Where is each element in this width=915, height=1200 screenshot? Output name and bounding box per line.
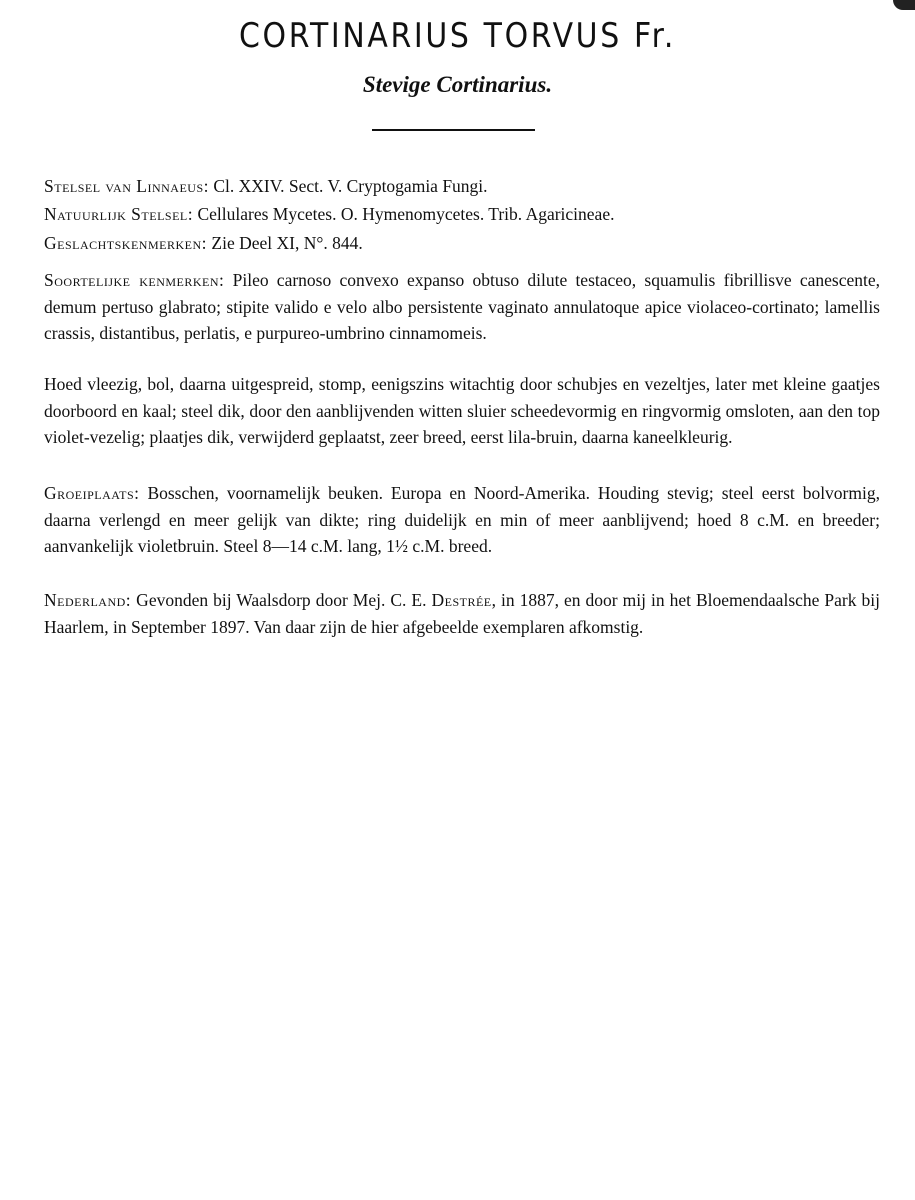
page-title: CORTINARIUS TORVUS Fr. [238, 16, 677, 56]
page-subtitle: Stevige Cortinarius. [362, 72, 553, 97]
section-label: Soortelijke kenmerken: [44, 270, 225, 290]
title-divider [372, 129, 535, 131]
section-text: Cellulares Mycetes. O. Hymenomycetes. Trib. Agaricineae. [193, 204, 615, 224]
species-characteristics-paragraph [44, 267, 880, 347]
habitat-paragraph [44, 480, 880, 560]
netherlands-paragraph [44, 587, 880, 640]
section-text: Hoed vleezig, bol, daarna uitgespreid, stomp, eenigszins witachtig door schubjes en vezeltjes, later met kleine gaatjes doorboord en kaal; steel dik, door den aanblijvenden witten sluier scheedevormig en ringvormig omsloten, aan den top violet-vezelig; plaatjes dik, verwijderd geplaatst, zeer breed, eerst lila-bruin, daarna kaneelkleurig. [44, 374, 880, 447]
section-label: Nederland: [44, 590, 132, 610]
section-text: Bosschen, voornamelijk beuken. Europa en Noord-Amerika. Houding stevig; steel eerst bolvormig, daarna verlengd en meer gelijk van dikte; ring duidelijk en min of meer aanblijvend; hoed 8 c.M. en breeder; aanvankelijk violetbruin. Steel 8—14 c.M. lang, 1½ c.M. breed. [44, 483, 880, 556]
description-paragraph [44, 371, 880, 451]
section-text: Zie Deel XI, N°. 844. [207, 233, 363, 253]
scan-corner-mark [893, 0, 915, 10]
section-label: Groeiplaats: [44, 483, 140, 503]
linnaeus-system-paragraph [44, 173, 880, 200]
genus-characteristics-paragraph [44, 230, 880, 257]
section-text: Cl. XXIV. Sect. V. Cryptogamia Fungi. [208, 176, 488, 196]
section-label: Geslachtskenmerken: [44, 233, 208, 253]
section-label: Stelsel van Linnaeus: [44, 176, 209, 196]
section-text: Pileo carnoso convexo expanso obtuso dilute testaceo, squamulis fibrillisve canescente, demum pertuso glabrato; stipite valido e velo albo persistente vaginato annulatoque apice violaceo-cortinato; lamellis crassis, distantibus, perlatis, e purpureo-umbrino cinnamomeis. [44, 270, 880, 343]
section-text: , in 1887, en door mij in het Bloemendaalsche Park bij Haarlem, in September 1897. Van daar zijn de hier afgebeelde exemplaren afkomstig. [44, 590, 880, 637]
section-label: Natuurlijk Stelsel: [44, 204, 194, 224]
natural-system-paragraph [44, 201, 880, 228]
section-text: Gevonden bij Waalsdorp door Mej. C. E. [131, 590, 432, 610]
collector-name: Destrée [431, 590, 492, 610]
